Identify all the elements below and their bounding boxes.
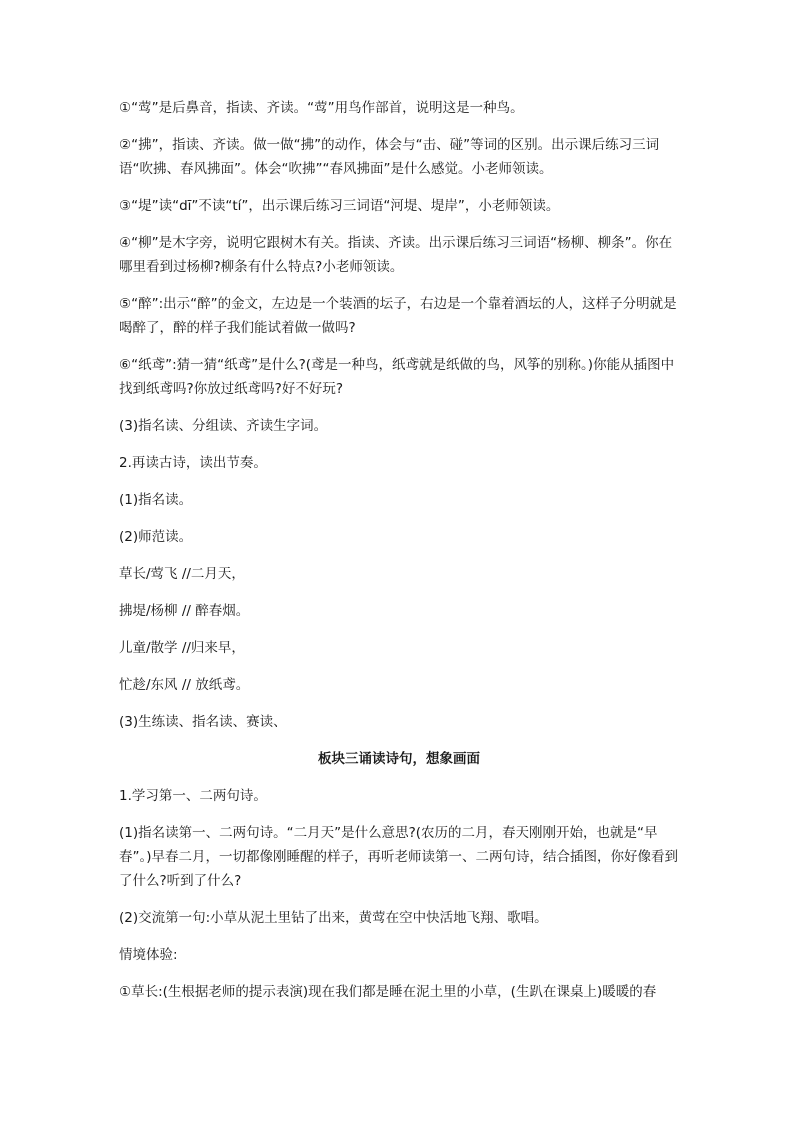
paragraph-teacher-read: (2)师范读。: [119, 529, 193, 545]
poem-line-4: 忙趁/东风 // 放纸鸢。: [119, 677, 250, 693]
poem-line-3: 儿童/散学 //归来早，: [119, 640, 245, 656]
paragraph-fu: ②“拂”，指读、齐读。做一做“拂”的动作，体会与“击、碰”等词的区别。出示课后练习三词语“吹拂、春风拂面”。体会“吹拂”“春风拂面”是什么感觉。小老师领读。: [119, 137, 660, 177]
paragraph-zhiyuan: ⑥“纸鸢”:猜一猜“纸鸢”是什么?(鸢是一种鸟，纸鸢就是纸做的鸟，风筝的别称。)你能从插图中找到纸鸢吗?你放过纸鸢吗?好不好玩?: [119, 357, 675, 397]
paragraph-early-spring: (1)指名读第一、二两句诗。“二月天”是什么意思?(农历的二月，春天刚刚开始，也就是“早春”。)早春二月，一切都像刚睡醒的样子，再听老师读第一、二两句诗，结合插图，你好像看到了什么?听到了什么?: [119, 825, 679, 889]
document-body: [119, 96, 679, 1017]
paragraph-practice-read: (3)生练读、指名读、赛读、: [119, 714, 287, 730]
paragraph-zui: ⑤“醉”:出示“醉”的金文，左边是一个装酒的坛子，右边是一个靠着酒坛的人，这样子分明就是喝醉了，醉的样子我们能试着做一做吗?: [119, 296, 677, 336]
paragraph-scenario: 情境体验:: [119, 947, 178, 963]
paragraph-di: ③“堤”读“dī”不读“tí”，出示课后练习三词语“河堤、堤岸”，小老师领读。: [119, 198, 560, 214]
paragraph-name-read: (1)指名读。: [119, 492, 193, 508]
paragraph-grass: ①草长:(生根据老师的提示表演)现在我们都是睡在泥土里的小草，(生趴在课桌上)暖暖的春: [119, 984, 657, 1000]
paragraph-study-lines: 1.学习第一、二两句诗。: [119, 788, 267, 804]
paragraph-ying: ①“莺”是后鼻音，指读、齐读。“莺”用鸟作部首，说明这是一种鸟。: [119, 100, 524, 116]
poem-line-2: 拂堤/杨柳 // 醉春烟。: [119, 603, 250, 619]
poem-line-1: 草长/莺飞 //二月天，: [119, 566, 245, 582]
paragraph-reread-poem: 2.再读古诗，读出节奏。: [119, 455, 267, 471]
section-heading: 板块三诵读诗句，想象画面: [318, 751, 480, 767]
paragraph-exchange: (2)交流第一句:小草从泥土里钻了出来，黄莺在空中快活地飞翔、歌唱。: [119, 910, 548, 926]
paragraph-read-words: (3)指名读、分组读、齐读生字词。: [119, 418, 328, 434]
paragraph-liu: ④“柳”是木字旁，说明它跟树木有关。指读、齐读。出示课后练习三词语“杨柳、柳条”。你在哪里看到过杨柳?柳条有什么特点?小老师领读。: [119, 235, 673, 275]
